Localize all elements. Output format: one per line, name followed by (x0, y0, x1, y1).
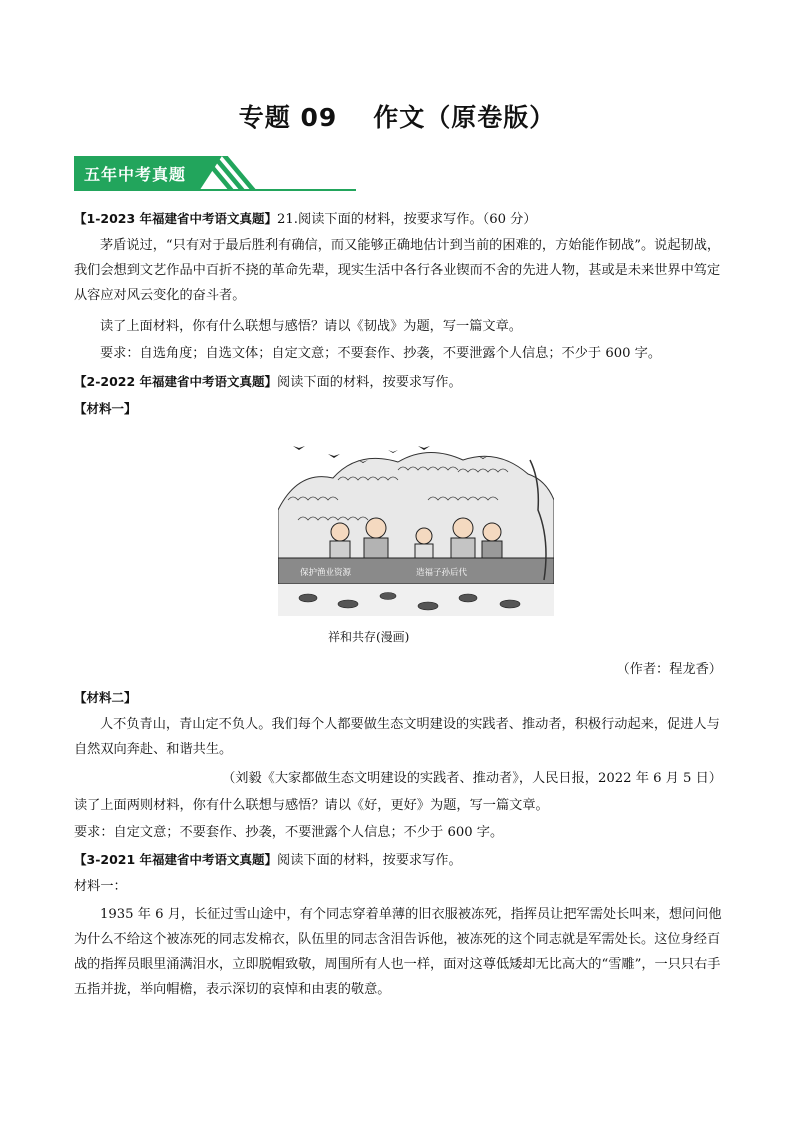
banner-label: 五年中考真题 (84, 165, 187, 184)
q2-material2-label: 【材料二】 (74, 690, 137, 705)
q1-para3: 要求：自选角度；自选文体；自定文意；不要套作、抄袭，不要泄露个人信息；不少于 600 字。 (100, 346, 662, 361)
section-banner (74, 156, 356, 192)
q3-para1: 1935 年 6 月，长征过雪山途中，有个同志穿着单薄的旧衣服被冻死，指挥员让把军需处长叫来，想问问他为什么不给这个被冻死的同志发棉衣，队伍里的同志含泪告诉他，被冻死的这个同志就是军需处长。这位身经百战的指挥员眼里涌满泪水，立即脱帽致敬，周围所有人也一样，面对这尊低矮却无比高大的“雪雕”，一只只右手五指并拢，举向帽檐，表示深切的哀悼和由衷的敬意。 (74, 907, 722, 997)
q2-material1-label: 【材料一】 (74, 401, 137, 416)
q1-para2: 读了上面材料，你有什么联想与感悟？请以《韧战》为题，写一篇文章。 (100, 319, 522, 334)
q2-material2-source: （刘毅《大家都做生态文明建设的实践者、推动者》，人民日报，2022 年 6 月 5 日） (222, 771, 722, 786)
q2-source: 【2-2022 年福建省中考语文真题】 (74, 374, 278, 389)
q3-material1-label: 材料一： (74, 879, 127, 894)
title-main: 专题 09 (238, 103, 338, 132)
q1-header (74, 206, 722, 232)
banner-underline (74, 189, 356, 191)
q3-source: 【3-2021 年福建省中考语文真题】 (74, 852, 278, 867)
q3-header (74, 847, 722, 873)
q2-header (74, 369, 722, 395)
q2-instruction: 读了上面两则材料，你有什么联想与感悟？请以《好，更好》为题，写一篇文章。 (74, 798, 549, 813)
cartoon-sign-left: 保护渔业资源 (300, 568, 352, 578)
q1-para1: 茅盾说过，“只有对于最后胜利有确信，而又能够正确地估计到当前的困难的，方始能作韧战”。说起韧战，我们会想到文艺作品中百折不挠的革命先辈，现实生活中各行各业锲而不舍的先进人物，甚或是未来世界中笃定从容应对风云变化的奋斗者。 (74, 238, 721, 303)
q2-material2-text: 人不负青山，青山定不负人。我们每个人都要做生态文明建设的实践者、推动者，积极行动起来，促进人与自然双向奔赴、和谐共生。 (74, 717, 720, 757)
q1-source: 【1-2023 年福建省中考语文真题】 (74, 211, 278, 226)
cartoon-caption: 祥和共存(漫画) (328, 630, 410, 644)
q2-requirements: 要求：自定文意；不要套作、抄袭，不要泄露个人信息；不少于 600 字。 (74, 825, 504, 840)
cartoon-author: （作者：程龙香） (616, 662, 722, 677)
q2-prompt: 阅读下面的材料，按要求写作。 (277, 375, 462, 390)
cartoon-sign-right: 造福子孙后代 (416, 568, 468, 578)
q3-prompt: 阅读下面的材料，按要求写作。 (277, 853, 462, 868)
title-sub: 作文（原卷版） (373, 103, 556, 132)
cartoon-image (278, 440, 554, 616)
page-title (0, 98, 794, 134)
q1-prompt: 21.阅读下面的材料，按要求写作。（60 分） (277, 212, 537, 227)
